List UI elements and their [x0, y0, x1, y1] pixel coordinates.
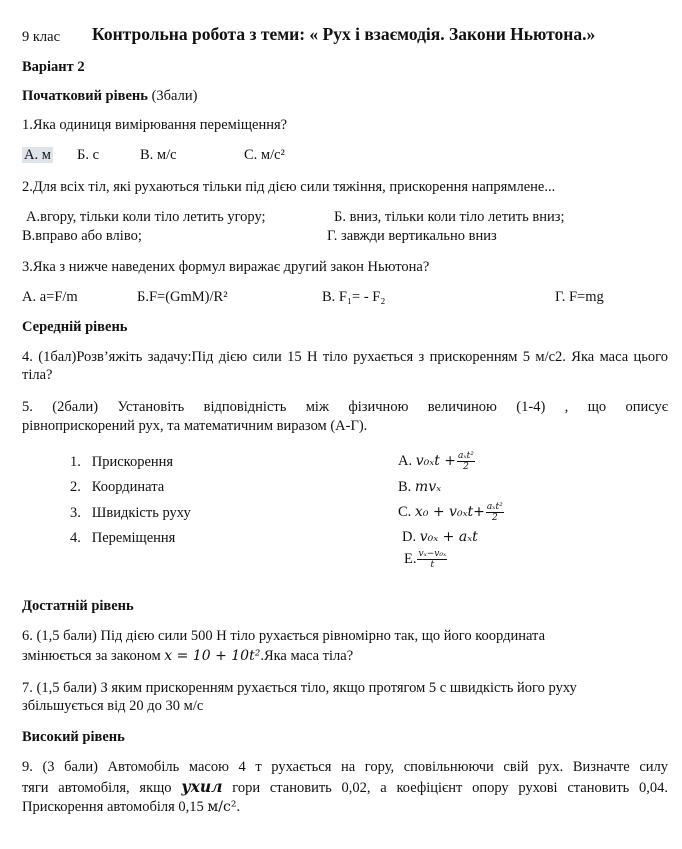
fraction-numerator: vₓ−v₀ₓ: [418, 549, 447, 560]
fraction-numerator: aₓt²: [458, 451, 474, 462]
question-4: 4. (1бал)Розв’яжіть задачу:Під дією сили 15 Н тіло рухається з прискоренням 5 м/с2. Яка маса цього тіла?: [22, 349, 668, 383]
q9-text-c: Прискорення автомобіля 0,15: [22, 799, 204, 815]
q5-answer-a-label: A.: [398, 453, 413, 469]
question-9-line-1: 9. (3 бали) Автомобіль масою 4 т рухається на гору, сповільнюючи свій рух. Визначте силу: [22, 759, 668, 775]
q6-text-b: .Яка маса тіла?: [260, 648, 354, 664]
question-9-line-2: [22, 778, 668, 797]
section-sufficient-title: Достатній рівень: [22, 598, 134, 614]
q5-answer-c: [398, 498, 505, 526]
q5-item-label: Переміщення: [91, 530, 176, 546]
q5-item-number: 1.: [70, 454, 81, 470]
q2-option-d[interactable]: Г. завжди вертикально вниз: [327, 228, 497, 244]
q5-answer-a: [398, 448, 476, 474]
q5-answer-a-fraction: [457, 451, 475, 472]
q5-answer-c-label: C.: [398, 504, 412, 520]
variant-label: Варіант 2: [22, 59, 85, 75]
question-6-line-1: 6. (1,5 бали) Під дією сили 500 Н тіло рухається рівномірно так, що його координата: [22, 628, 546, 644]
q9-text-a: тяги автомобіля, якщо: [22, 780, 172, 796]
q5-item-3: [70, 504, 191, 522]
q1-option-c[interactable]: В. м/с: [140, 147, 177, 163]
q6-text-a: змінюється за законом: [22, 648, 161, 664]
q1-option-b[interactable]: Б. с: [77, 147, 100, 163]
question-7-line-1: 7. (1,5 бали) З яким прискоренням рухається тіло, якщо протягом 5 с швидкість його руху: [22, 680, 577, 696]
q1-option-d[interactable]: С. м/с²: [244, 147, 285, 163]
fraction-numerator: aₓt²: [486, 502, 503, 513]
q3-option-b[interactable]: Б.F=(GmM)/R²: [137, 289, 228, 305]
q6-formula: x = 10 + 10t²: [164, 648, 261, 664]
q5-answer-d-expr: v₀ₓ + aₓt: [419, 529, 478, 545]
page-title: Контрольна робота з теми: « Рух і взаємодія. Закони Ньютона.»: [92, 24, 596, 44]
q5-item-number: 3.: [70, 505, 81, 521]
q5-item-number: 4.: [70, 530, 81, 546]
q9-symbol: ухил: [181, 777, 223, 796]
q5-answer-e: [404, 545, 448, 573]
section-initial-title: Початковий рівень: [22, 88, 148, 104]
q5-item-4: [70, 529, 175, 547]
question-2: 2.Для всіх тіл, які рухаються тільки під дією сили тяжіння, прискорення напрямлене...: [22, 179, 556, 195]
q9-text-d: .: [236, 799, 241, 815]
q2-option-c[interactable]: В.вправо або вліво;: [22, 228, 142, 244]
q5-answer-b: [398, 478, 441, 496]
grade-label: 9 клас: [22, 29, 61, 45]
q5-answer-b-expr: mvₓ: [414, 479, 442, 495]
q3-option-c[interactable]: В. F₁= - F₂: [322, 289, 386, 305]
q5-answer-e-label: E.: [404, 551, 417, 567]
section-middle-title: Середній рівень: [22, 319, 128, 335]
fraction-denominator: t: [430, 560, 435, 571]
section-high-title: Високий рівень: [22, 729, 125, 745]
q5-answer-e-fraction: [417, 549, 447, 570]
question-3: 3.Яка з нижче наведених формул виражає другий закон Ньютона?: [22, 259, 430, 275]
question-9-line-3: [22, 798, 240, 816]
fraction-denominator: 2: [463, 462, 469, 473]
section-initial: [22, 87, 197, 105]
q2-option-b[interactable]: Б. вниз, тільки коли тіло летить вниз;: [334, 209, 565, 225]
section-initial-points: (3бали): [151, 88, 198, 104]
q5-answer-a-expr: v₀ₓt +: [415, 453, 457, 469]
q5-item-2: [70, 478, 164, 496]
q5-answer-d-label: D.: [402, 529, 417, 545]
q5-item-number: 2.: [70, 479, 81, 495]
q5-answer-b-label: B.: [398, 479, 412, 495]
question-1: 1.Яка одиниця вимірювання переміщення?: [22, 117, 288, 133]
q5-answer-c-fraction: [486, 502, 504, 523]
q2-option-a[interactable]: А.вгору, тільки коли тіло летить угору;: [26, 209, 266, 225]
question-5-line-1: 5. (2бали) Установіть відповідність між фізичною величиною (1-4) , що описує: [22, 399, 668, 415]
q5-item-1: [70, 453, 173, 471]
q1-option-a-label: А. м: [24, 147, 51, 163]
q9-unit: м/с²: [207, 799, 237, 815]
q5-answer-d: [402, 528, 478, 546]
q9-text-b: гори становить 0,02, а коефіцієнт опору рухові становить 0,04.: [232, 780, 669, 796]
q5-item-label: Прискорення: [91, 454, 174, 470]
question-6-line-2: [22, 647, 353, 665]
fraction-denominator: 2: [491, 513, 498, 524]
q3-option-d[interactable]: Г. F=mg: [555, 289, 604, 305]
q5-item-label: Швидкість руху: [91, 505, 191, 521]
q5-item-label: Координата: [91, 479, 165, 495]
question-7-line-2: збільшується від 20 до 30 м/с: [22, 698, 204, 714]
q1-option-a[interactable]: [22, 146, 53, 164]
q3-option-a[interactable]: А. a=F/m: [22, 289, 78, 305]
question-5-line-2: рівноприскорений рух, та математичним виразом (А-Г).: [22, 418, 368, 434]
q5-answer-c-expr: x₀ + v₀ₓt+: [414, 504, 485, 520]
